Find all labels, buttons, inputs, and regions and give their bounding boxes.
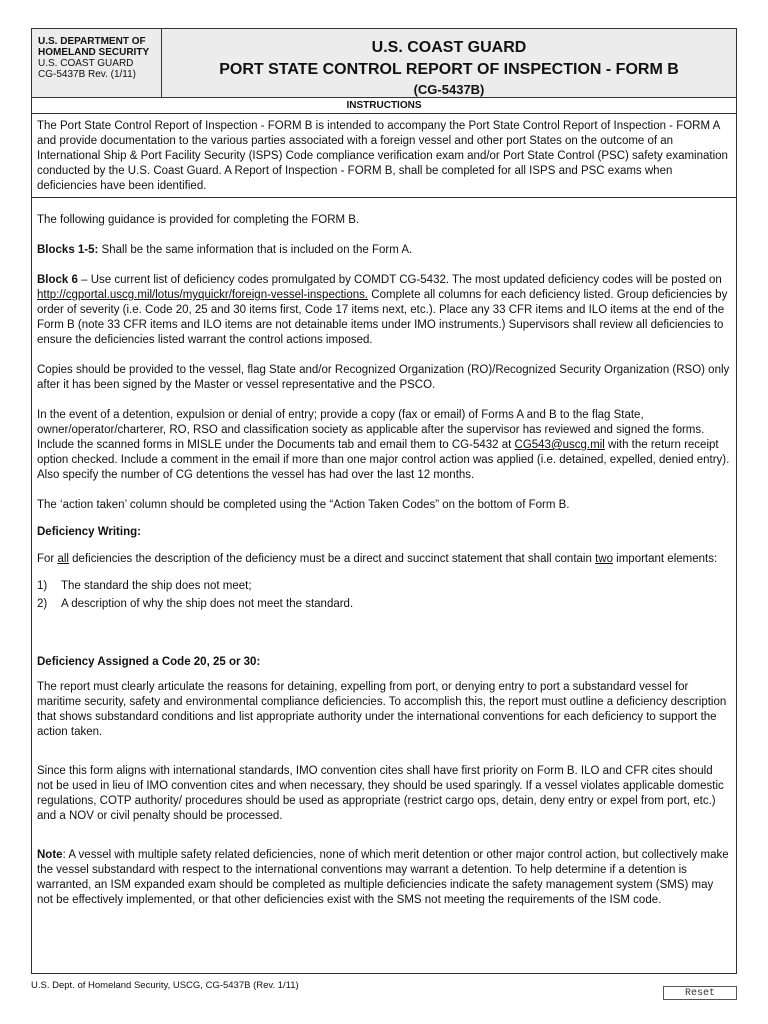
title-agency: U.S. COAST GUARD	[371, 39, 527, 56]
action-taken-paragraph: The ‘action taken’ column should be completed using the “Action Taken Codes” on the bottom of Form B.	[37, 499, 570, 511]
list-item	[37, 597, 731, 612]
block-6-text-b: Complete all columns for each deficiency listed. Group deficiencies by order of severity (i.e. Code 20, 25 and 30 items first, Code 17 items next, etc.). Place any 33 CFR items and ILO items at the end of the Form B (note 33 CFR items and ILO items are not detainable items under IMO instruments.) Supervisors shall review all deficiencies to ensure the deficiencies listed warrant the control actions imposed.	[37, 289, 728, 346]
block-6-text-a: – Use current list of deficiency codes promulgated by COMDT CG-5432. The most updated deficiency codes will be posted on	[77, 274, 722, 286]
copies-paragraph: Copies should be provided to the vessel, flag State and/or Recognized Organization (RO)/Recognized Security Organization (RSO) only after it has been signed by the Master or vessel representative and the PSCO.	[37, 364, 730, 391]
dw-text-a: For	[37, 553, 58, 565]
deficiency-writing-heading: Deficiency Writing:	[37, 526, 141, 538]
section-divider	[32, 197, 736, 198]
code-section-heading: Deficiency Assigned a Code 20, 25 or 30:	[37, 656, 261, 668]
dw-text-b: deficiencies the description of the deficiency must be a direct and succinct statement that shall contain	[68, 553, 596, 565]
list-item	[37, 579, 731, 594]
title-form-number: (CG-5437B)	[413, 82, 485, 97]
reset-button[interactable]: Reset	[663, 986, 737, 1000]
block-6-paragraph	[37, 273, 731, 348]
note-text: : A vessel with multiple safety related deficiencies, none of which merit detention or other major control action, but collectively make the vessel substandard with respect to the international conventions may warrant a detention. To help determine if a detention is warranted, an ISM expanded exam should be completed as multiple deficiencies indicate the safety management system (SMS) may not be effectively implemented, or that other deficiencies exist with the SMS not meeting the requirements of the ISM code.	[37, 849, 729, 906]
detention-paragraph	[37, 408, 731, 483]
instructions-heading: INSTRUCTIONS	[32, 98, 736, 114]
list-item-text: The standard the ship does not meet;	[61, 580, 252, 592]
form-header	[32, 29, 736, 98]
guidance-paragraph: The following guidance is provided for completing the FORM B.	[37, 214, 360, 226]
detention-text-a: In the event of a detention, expulsion or denial of entry; provide a copy (fax or email) of Forms A and B to the flag State, owner/operator/charterer, RO, RSO and classification society as applicable after the supervisor has reviewed and signed the forms. Include the scanned forms in MISLE under the Documents tab and email them to CG-5432 at	[37, 409, 705, 451]
intro-paragraph: The Port State Control Report of Inspection - FORM B is intended to accompany the Port State Control Report of Inspection - FORM A and provide documentation to the various parties associated with a foreign vessel and other port States on the outcome of an International Ship & Port Facility Security (ISPS) Code compliance verification exam and/or Port State Control (PSC) safety examination conducted by the U.S. Coast Guard. A Report of Inspection - FORM B, shall be completed for all ISPS and PSC exams when deficiencies have been identified.	[37, 120, 728, 192]
blocks-1-5-label: Blocks 1-5:	[37, 244, 99, 256]
detention-text-b: with the return receipt option checked. Include a comment in the email if more than one major control action was applied (i.e. detained, expelled, denied entry). Also specify the number of CG detentions the vessel has had over the last 12 months.	[37, 439, 730, 481]
note-paragraph	[37, 848, 731, 908]
agency-block	[32, 29, 162, 97]
list-item-number: 2)	[37, 598, 48, 610]
deficiency-writing-paragraph	[37, 552, 731, 567]
agency-line-3: U.S. COAST GUARD	[38, 58, 134, 69]
dw-text-c: important elements:	[612, 553, 718, 565]
form-revision: CG-5437B Rev. (1/11)	[38, 69, 137, 80]
list-item-number: 1)	[37, 580, 48, 592]
title-form: PORT STATE CONTROL REPORT OF INSPECTION - FORM B	[219, 61, 679, 78]
email-link[interactable]: CG543@uscg.mil	[514, 439, 605, 451]
blocks-1-5-paragraph	[37, 243, 731, 258]
footer-text: U.S. Dept. of Homeland Security, USCG, CG-5437B (Rev. 1/11)	[31, 980, 299, 991]
list-item-text: A description of why the ship does not meet the standard.	[61, 598, 354, 610]
title-block	[162, 29, 736, 97]
block-6-label: Block 6	[37, 274, 78, 286]
instructions-body	[37, 213, 731, 908]
blocks-1-5-text: Shall be the same information that is included on the Form A.	[98, 244, 413, 256]
code-section-paragraph-1: The report must clearly articulate the reasons for detaining, expelling from port, or denying entry to port a substandard vessel for maritime security, safety and environmental compliance deficiencies. To accomplish this, the report must outline a deficiency description that shows substandard conditions and list appropriate authority under the international conventions for each deficiency to support the action taken.	[37, 681, 727, 738]
form-frame	[31, 28, 737, 974]
elements-list	[37, 579, 731, 612]
code-section-paragraph-2: Since this form aligns with international standards, IMO convention cites shall have first priority on Form B. ILO and CFR cites should not be used in lieu of IMO convention cites and when necessary, they should be used sparingly. If a vessel violates applicable domestic regulations, COTP authority/ procedures should be used as appropriate (restrict cargo ops, detain, deny entry or expel from port, etc.) and a NOV or civil penalty should be processed.	[37, 765, 724, 822]
agency-line-2: HOMELAND SECURITY	[38, 47, 150, 58]
note-label: Note	[37, 849, 63, 861]
agency-line-1: U.S. DEPARTMENT OF	[38, 36, 146, 47]
deficiency-codes-link[interactable]: http://cgportal.uscg.mil/lotus/myquickr/foreign-vessel-inspections.	[37, 289, 369, 301]
dw-two: two	[595, 553, 613, 565]
dw-all: all	[57, 553, 69, 565]
